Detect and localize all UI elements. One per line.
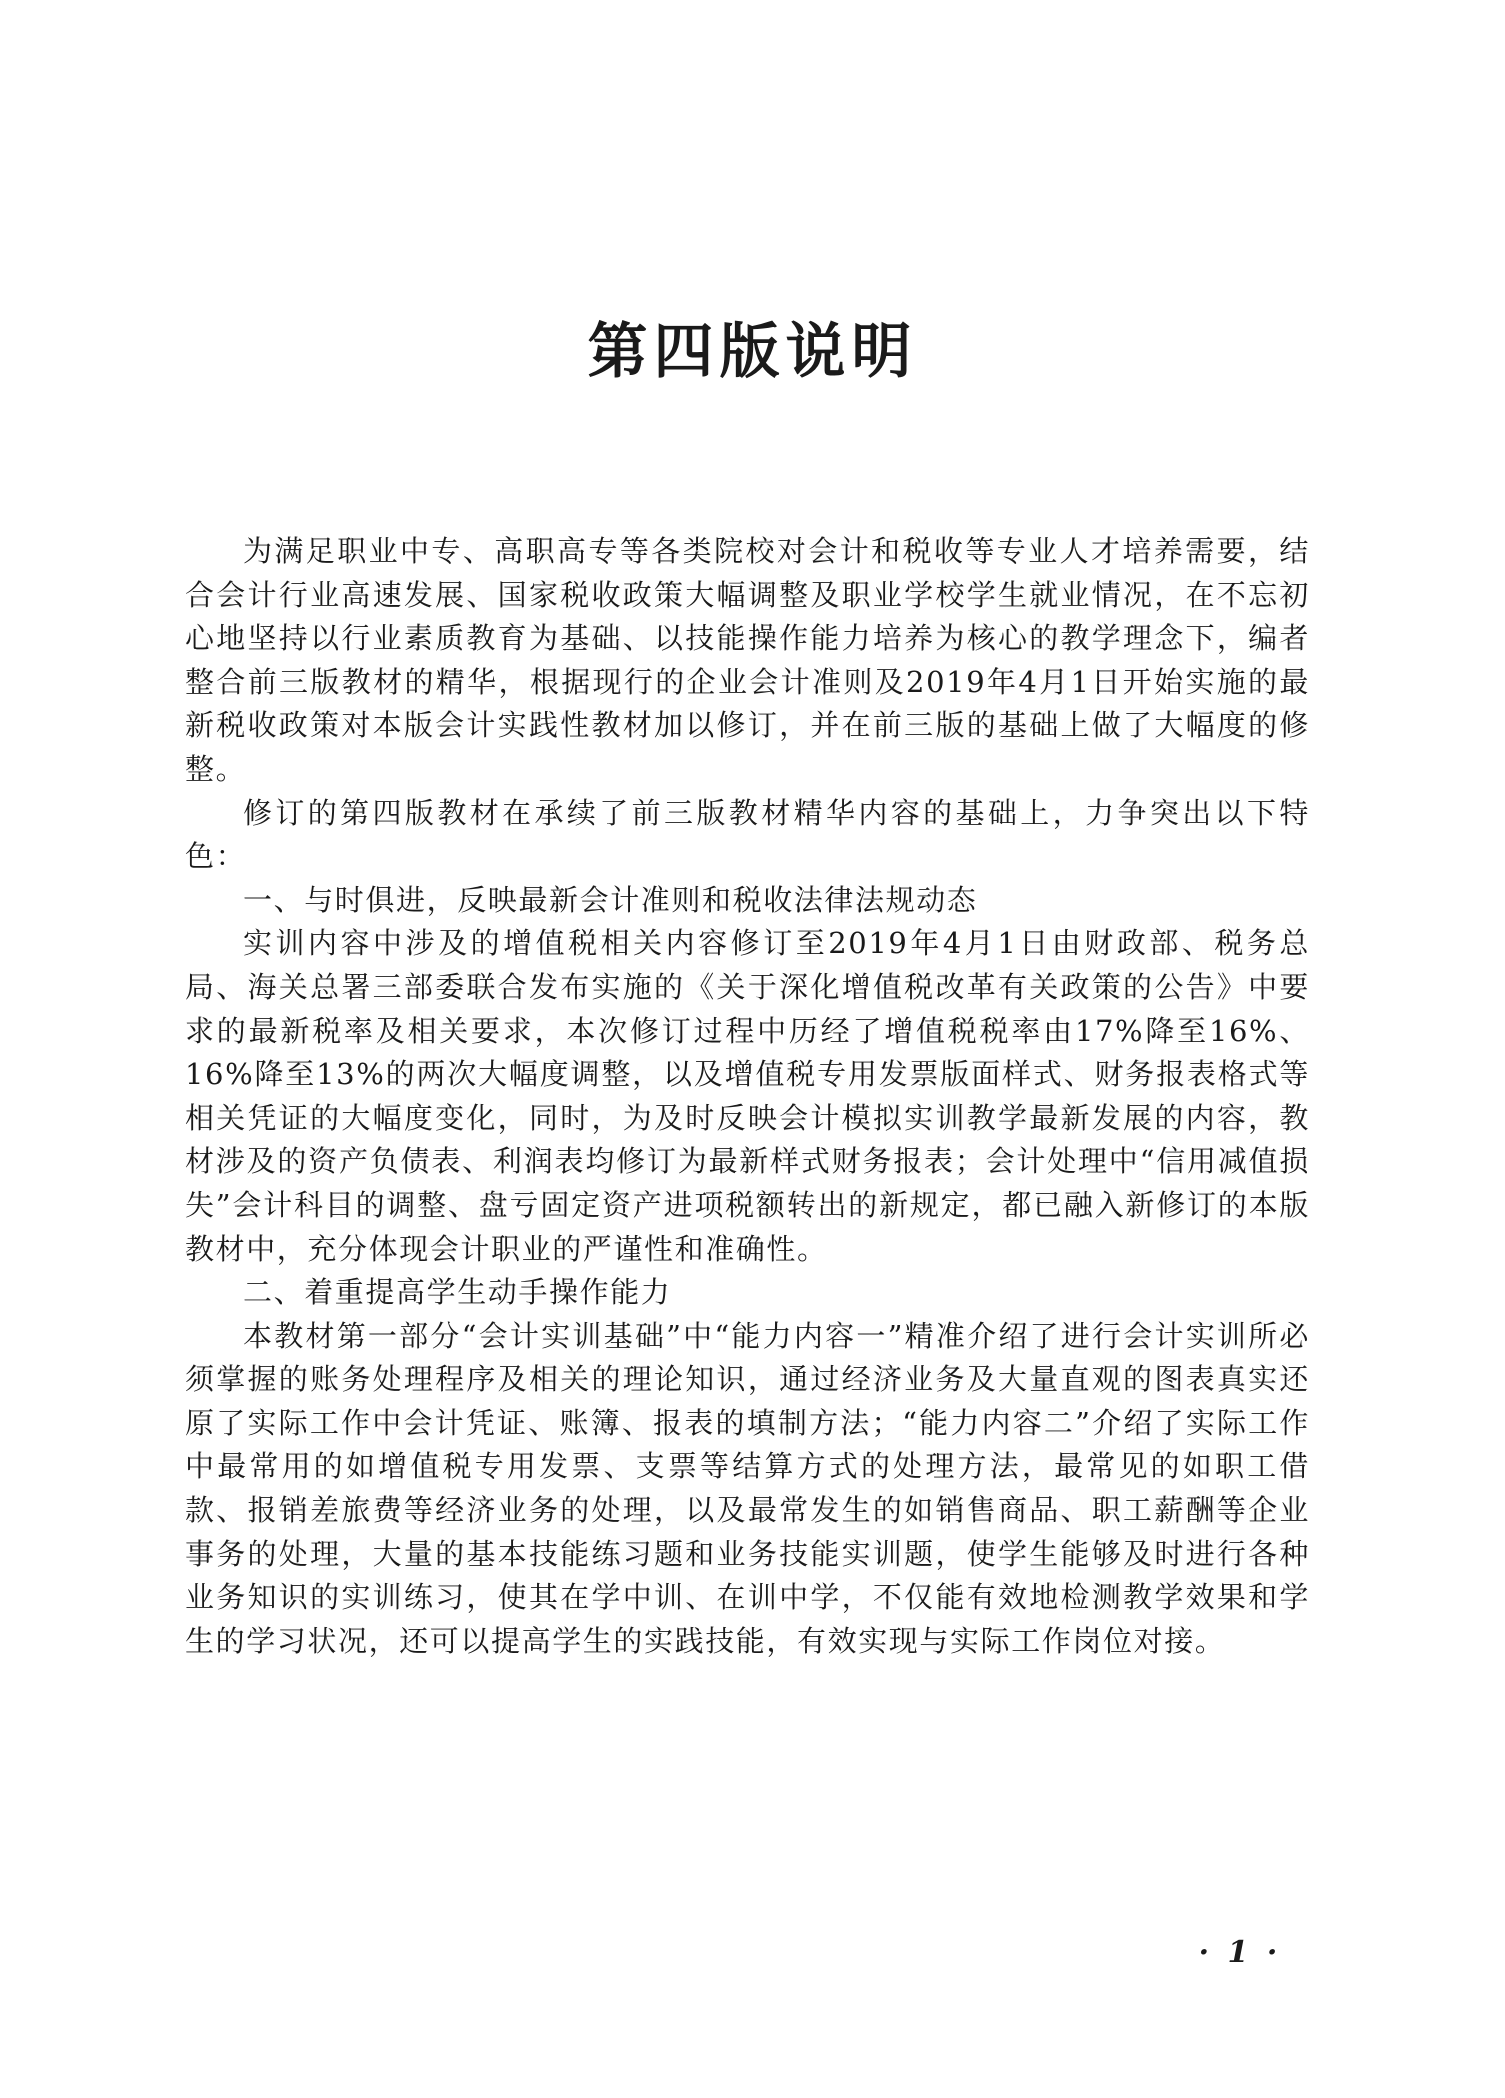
- section-heading-2: 二、着重提高学生动手操作能力: [243, 1275, 672, 1310]
- paragraph-section-1: 实训内容中涉及的增值税相关内容修订至2019年4月1日由财政部、税务总局、海关总署三部委联合发布实施的《关于深化增值税改革有关政策的公告》中要求的最新税率及相关要求，本次修订过程中历经了增值税税率由17%降至16%、16%降至13%的两次大幅度调整，以及增值税专用发票版面样式、财务报表格式等相关凭证的大幅度变化，同时，为及时反映会计模拟实训教学最新发展的内容，教材涉及的资产负债表、利润表均修订为最新样式财务报表；会计处理中“信用减值损失”会计科目的调整、盘亏固定资产进项税额转出的新规定，都已融入新修订的本版教材中，充分体现会计职业的严谨性和准确性。: [185, 926, 1310, 1266]
- document-body: [185, 530, 1310, 1663]
- paragraph-features-intro: 修订的第四版教材在承续了前三版教材精华内容的基础上，力争突出以下特色：: [185, 795, 1310, 874]
- paragraph-intro: 为满足职业中专、高职高专等各类院校对会计和税收等专业人才培养需要，结合会计行业高速发展、国家税收政策大幅调整及职业学校学生就业情况，在不忘初心地坚持以行业素质教育为基础、以技能操作能力培养为核心的教学理念下，编者整合前三版教材的精华，根据现行的企业会计准则及2019年4月1日开始实施的最新税收政策对本版会计实践性教材加以修订，并在前三版的基础上做了大幅度的修整。: [185, 534, 1310, 786]
- section-heading-1: 一、与时俱进，反映最新会计准则和税收法律法规动态: [243, 882, 978, 917]
- page-title: 第四版说明: [587, 317, 918, 387]
- page-number: · 1 ·: [1198, 1935, 1282, 1970]
- paragraph-section-2: 本教材第一部分“会计实训基础”中“能力内容一”精准介绍了进行会计实训所必须掌握的账务处理程序及相关的理论知识，通过经济业务及大量直观的图表真实还原了实际工作中会计凭证、账簿、报表的填制方法；“能力内容二”介绍了实际工作中最常用的如增值税专用发票、支票等结算方式的处理方法，最常见的如职工借款、报销差旅费等经济业务的处理，以及最常发生的如销售商品、职工薪酬等企业事务的处理，大量的基本技能练习题和业务技能实训题，使学生能够及时进行各种业务知识的实训练习，使其在学中训、在训中学，不仅能有效地检测教学效果和学生的学习状况，还可以提高学生的实践技能，有效实现与实际工作岗位对接。: [185, 1318, 1310, 1658]
